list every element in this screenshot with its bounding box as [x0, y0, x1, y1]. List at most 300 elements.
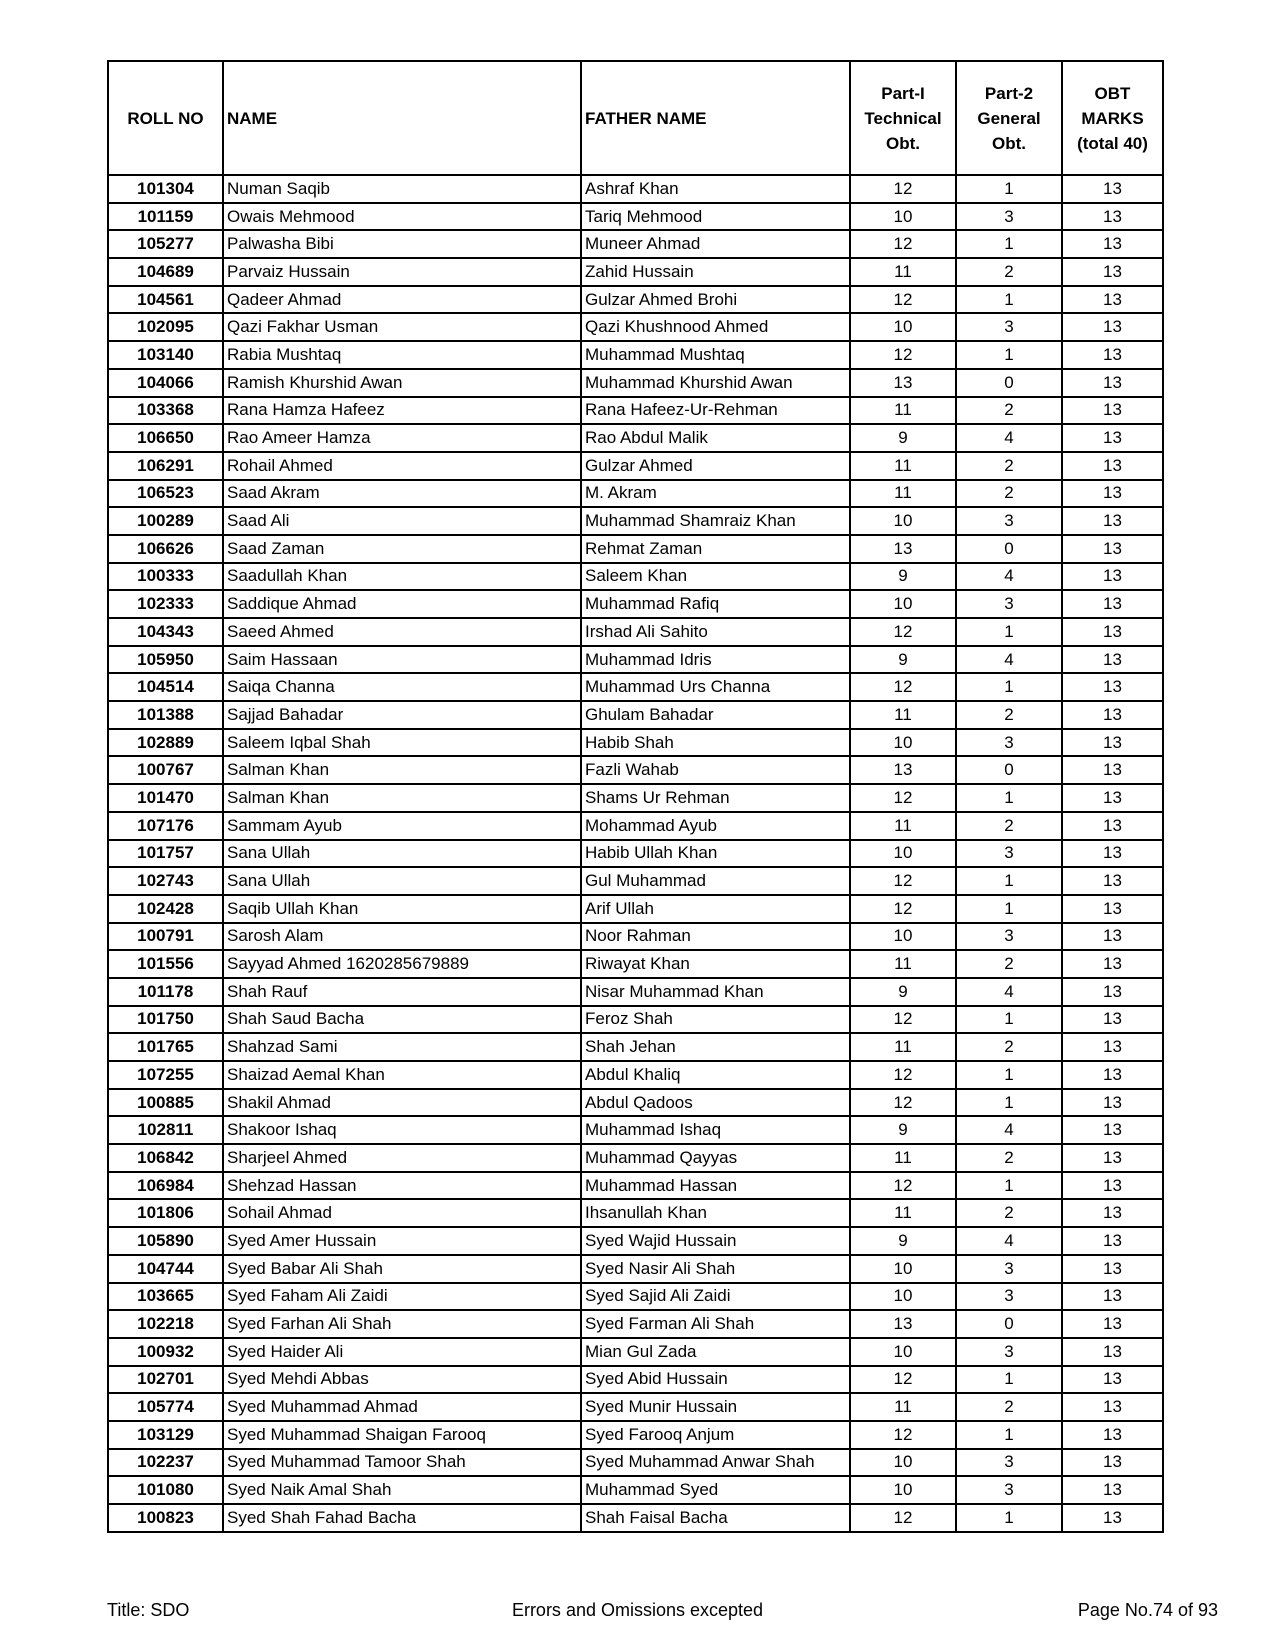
name-cell: Shah Saud Bacha: [223, 1006, 581, 1034]
name-cell: Syed Shah Fahad Bacha: [223, 1504, 581, 1532]
part2-general-cell: 3: [956, 313, 1062, 341]
part1-technical-cell: 13: [850, 756, 956, 784]
part1-technical-cell: 10: [850, 1476, 956, 1504]
part2-general-cell: 2: [956, 1199, 1062, 1227]
table-row: [108, 590, 1163, 618]
part1-technical-cell: 10: [850, 203, 956, 231]
roll-no-cell: 101765: [108, 1033, 223, 1061]
part1-technical-cell: 12: [850, 175, 956, 203]
table-row: [108, 1504, 1163, 1532]
part2-general-cell: 2: [956, 1393, 1062, 1421]
part1-technical-cell: 9: [850, 646, 956, 674]
part2-general-cell: 1: [956, 175, 1062, 203]
name-cell: Ramish Khurshid Awan: [223, 369, 581, 397]
father-name-cell: Abdul Qadoos: [581, 1089, 850, 1117]
roll-no-cell: 105277: [108, 230, 223, 258]
part2-general-cell: 3: [956, 729, 1062, 757]
obt-marks-cell: 13: [1062, 1172, 1163, 1200]
roll-no-cell: 101388: [108, 701, 223, 729]
obt-marks-cell: 13: [1062, 258, 1163, 286]
part1-technical-cell: 9: [850, 424, 956, 452]
roll-no-cell: 102218: [108, 1310, 223, 1338]
part1-technical-cell: 12: [850, 618, 956, 646]
table-row: [108, 1283, 1163, 1311]
father-name-cell: Ashraf Khan: [581, 175, 850, 203]
part2-general-cell: 4: [956, 563, 1062, 591]
table-row: [108, 1006, 1163, 1034]
roll-no-cell: 102095: [108, 313, 223, 341]
part1-technical-cell: 9: [850, 978, 956, 1006]
footer-title: Title: SDO: [107, 1600, 190, 1620]
part2-general-cell: 1: [956, 1172, 1062, 1200]
roll-no-cell: 105890: [108, 1227, 223, 1255]
name-cell: Saad Ali: [223, 507, 581, 535]
table-row: [108, 369, 1163, 397]
name-cell: Sana Ullah: [223, 840, 581, 868]
roll-no-cell: 102743: [108, 867, 223, 895]
part1-technical-cell: 12: [850, 673, 956, 701]
roll-no-cell: 102701: [108, 1366, 223, 1394]
name-cell: Syed Babar Ali Shah: [223, 1255, 581, 1283]
table-body: [108, 175, 1163, 1532]
part1-technical-cell: 10: [850, 1283, 956, 1311]
roll-no-cell: 104689: [108, 258, 223, 286]
part1-technical-cell: 12: [850, 1061, 956, 1089]
table-row: [108, 175, 1163, 203]
part2-general-cell: 1: [956, 230, 1062, 258]
part2-general-cell: 1: [956, 1006, 1062, 1034]
roll-no-cell: 102811: [108, 1116, 223, 1144]
header-part1-line2: Technical: [864, 108, 942, 128]
roll-no-cell: 107255: [108, 1061, 223, 1089]
part1-technical-cell: 11: [850, 1144, 956, 1172]
part1-technical-cell: 11: [850, 701, 956, 729]
obt-marks-cell: 13: [1062, 313, 1163, 341]
table-row: [108, 978, 1163, 1006]
obt-marks-cell: 13: [1062, 1116, 1163, 1144]
obt-marks-cell: 13: [1062, 1449, 1163, 1477]
part2-general-cell: 0: [956, 756, 1062, 784]
roll-no-cell: 106984: [108, 1172, 223, 1200]
header-part1-technical: [850, 61, 956, 175]
obt-marks-cell: 13: [1062, 895, 1163, 923]
roll-no-cell: 102237: [108, 1449, 223, 1477]
roll-no-cell: 104343: [108, 618, 223, 646]
obt-marks-cell: 13: [1062, 1283, 1163, 1311]
name-cell: Saiqa Channa: [223, 673, 581, 701]
name-cell: Sayyad Ahmed 1620285679889: [223, 950, 581, 978]
header-part2-general: [956, 61, 1062, 175]
part1-technical-cell: 12: [850, 341, 956, 369]
obt-marks-cell: 13: [1062, 1504, 1163, 1532]
footer-note: Errors and Omissions excepted: [511, 1600, 764, 1620]
header-obt-line2: MARKS: [1081, 108, 1144, 128]
obt-marks-cell: 13: [1062, 756, 1163, 784]
part2-general-cell: 4: [956, 646, 1062, 674]
obt-marks-cell: 13: [1062, 1199, 1163, 1227]
part2-general-cell: 4: [956, 1227, 1062, 1255]
header-part2-line3: Obt.: [992, 133, 1026, 153]
table-row: [108, 1172, 1163, 1200]
obt-marks-cell: 13: [1062, 1006, 1163, 1034]
part2-general-cell: 2: [956, 701, 1062, 729]
father-name-cell: Syed Farooq Anjum: [581, 1421, 850, 1449]
name-cell: Syed Muhammad Ahmad: [223, 1393, 581, 1421]
part2-general-cell: 2: [956, 1144, 1062, 1172]
part1-technical-cell: 11: [850, 950, 956, 978]
obt-marks-cell: 13: [1062, 1255, 1163, 1283]
part1-technical-cell: 12: [850, 867, 956, 895]
name-cell: Rohail Ahmed: [223, 452, 581, 480]
header-part1-line3: Obt.: [886, 133, 920, 153]
part2-general-cell: 2: [956, 397, 1062, 425]
obt-marks-cell: 13: [1062, 369, 1163, 397]
roll-no-cell: 101556: [108, 950, 223, 978]
name-cell: Sajjad Bahadar: [223, 701, 581, 729]
name-cell: Shah Rauf: [223, 978, 581, 1006]
part2-general-cell: 1: [956, 1089, 1062, 1117]
father-name-cell: Gul Muhammad: [581, 867, 850, 895]
name-cell: Parvaiz Hussain: [223, 258, 581, 286]
father-name-cell: M. Akram: [581, 480, 850, 508]
obt-marks-cell: 13: [1062, 175, 1163, 203]
father-name-cell: Mohammad Ayub: [581, 812, 850, 840]
table-row: [108, 701, 1163, 729]
obt-marks-cell: 13: [1062, 867, 1163, 895]
header-part2-line2: General: [977, 108, 1041, 128]
roll-no-cell: 104744: [108, 1255, 223, 1283]
roll-no-cell: 101757: [108, 840, 223, 868]
father-name-cell: Muneer Ahmad: [581, 230, 850, 258]
roll-no-cell: 106842: [108, 1144, 223, 1172]
table-row: [108, 1199, 1163, 1227]
part1-technical-cell: 9: [850, 1227, 956, 1255]
roll-no-cell: 101159: [108, 203, 223, 231]
father-name-cell: Syed Sajid Ali Zaidi: [581, 1283, 850, 1311]
name-cell: Sammam Ayub: [223, 812, 581, 840]
part2-general-cell: 4: [956, 1116, 1062, 1144]
table-row: [108, 452, 1163, 480]
obt-marks-cell: 13: [1062, 701, 1163, 729]
table-row: [108, 341, 1163, 369]
part1-technical-cell: 11: [850, 258, 956, 286]
father-name-cell: Muhammad Mushtaq: [581, 341, 850, 369]
part2-general-cell: 3: [956, 1449, 1062, 1477]
roll-no-cell: 100791: [108, 923, 223, 951]
header-part2-line1: Part-2: [984, 83, 1034, 103]
part2-general-cell: 1: [956, 1366, 1062, 1394]
obt-marks-cell: 13: [1062, 203, 1163, 231]
part2-general-cell: 0: [956, 535, 1062, 563]
father-name-cell: Irshad Ali Sahito: [581, 618, 850, 646]
table-row: [108, 867, 1163, 895]
table-row: [108, 1033, 1163, 1061]
table-header-row: [108, 61, 1163, 175]
header-part1-line1: Part-I: [881, 83, 925, 103]
obt-marks-cell: 13: [1062, 507, 1163, 535]
table-row: [108, 203, 1163, 231]
part1-technical-cell: 11: [850, 397, 956, 425]
father-name-cell: Rao Abdul Malik: [581, 424, 850, 452]
father-name-cell: Muhammad Syed: [581, 1476, 850, 1504]
part2-general-cell: 1: [956, 1504, 1062, 1532]
obt-marks-cell: 13: [1062, 480, 1163, 508]
obt-marks-cell: 13: [1062, 397, 1163, 425]
obt-marks-cell: 13: [1062, 1227, 1163, 1255]
roll-no-cell: 102333: [108, 590, 223, 618]
roll-no-cell: 105774: [108, 1393, 223, 1421]
part1-technical-cell: 12: [850, 1504, 956, 1532]
part1-technical-cell: 12: [850, 1006, 956, 1034]
father-name-cell: Muhammad Shamraiz Khan: [581, 507, 850, 535]
obt-marks-cell: 13: [1062, 1421, 1163, 1449]
father-name-cell: Riwayat Khan: [581, 950, 850, 978]
part2-general-cell: 2: [956, 1033, 1062, 1061]
obt-marks-cell: 13: [1062, 452, 1163, 480]
name-cell: Shakil Ahmad: [223, 1089, 581, 1117]
part1-technical-cell: 12: [850, 784, 956, 812]
obt-marks-cell: 13: [1062, 812, 1163, 840]
part1-technical-cell: 10: [850, 590, 956, 618]
father-name-cell: Qazi Khushnood Ahmed: [581, 313, 850, 341]
father-name-cell: Muhammad Rafiq: [581, 590, 850, 618]
name-cell: Rabia Mushtaq: [223, 341, 581, 369]
table-row: [108, 1393, 1163, 1421]
roll-no-cell: 102428: [108, 895, 223, 923]
table-row: [108, 424, 1163, 452]
part1-technical-cell: 10: [850, 840, 956, 868]
father-name-cell: Fazli Wahab: [581, 756, 850, 784]
father-name-cell: Muhammad Urs Channa: [581, 673, 850, 701]
obt-marks-cell: 13: [1062, 950, 1163, 978]
father-name-cell: Muhammad Idris: [581, 646, 850, 674]
part2-general-cell: 1: [956, 618, 1062, 646]
obt-marks-cell: 13: [1062, 1338, 1163, 1366]
name-cell: Saadullah Khan: [223, 563, 581, 591]
father-name-cell: Gulzar Ahmed: [581, 452, 850, 480]
table-row: [108, 1255, 1163, 1283]
table-row: [108, 563, 1163, 591]
roll-no-cell: 101178: [108, 978, 223, 1006]
obt-marks-cell: 13: [1062, 646, 1163, 674]
obt-marks-cell: 13: [1062, 673, 1163, 701]
obt-marks-cell: 13: [1062, 230, 1163, 258]
obt-marks-cell: 13: [1062, 1089, 1163, 1117]
obt-marks-cell: 13: [1062, 563, 1163, 591]
father-name-cell: Nisar Muhammad Khan: [581, 978, 850, 1006]
name-cell: Saad Zaman: [223, 535, 581, 563]
part1-technical-cell: 10: [850, 313, 956, 341]
table-row: [108, 1144, 1163, 1172]
roll-no-cell: 103368: [108, 397, 223, 425]
name-cell: Shahzad Sami: [223, 1033, 581, 1061]
father-name-cell: Syed Abid Hussain: [581, 1366, 850, 1394]
table-row: [108, 1227, 1163, 1255]
roll-no-cell: 100289: [108, 507, 223, 535]
part2-general-cell: 2: [956, 258, 1062, 286]
part1-technical-cell: 11: [850, 452, 956, 480]
name-cell: Syed Amer Hussain: [223, 1227, 581, 1255]
header-roll-no: ROLL NO: [108, 61, 223, 175]
results-table: [107, 60, 1164, 1533]
name-cell: Shakoor Ishaq: [223, 1116, 581, 1144]
father-name-cell: Tariq Mehmood: [581, 203, 850, 231]
part2-general-cell: 4: [956, 424, 1062, 452]
part1-technical-cell: 10: [850, 1338, 956, 1366]
roll-no-cell: 100823: [108, 1504, 223, 1532]
name-cell: Palwasha Bibi: [223, 230, 581, 258]
roll-no-cell: 101304: [108, 175, 223, 203]
father-name-cell: Rana Hafeez-Ur-Rehman: [581, 397, 850, 425]
table-row: [108, 1421, 1163, 1449]
roll-no-cell: 100333: [108, 563, 223, 591]
roll-no-cell: 106291: [108, 452, 223, 480]
name-cell: Saim Hassaan: [223, 646, 581, 674]
table-row: [108, 756, 1163, 784]
roll-no-cell: 102889: [108, 729, 223, 757]
table-row: [108, 618, 1163, 646]
father-name-cell: Noor Rahman: [581, 923, 850, 951]
part2-general-cell: 0: [956, 369, 1062, 397]
father-name-cell: Shah Faisal Bacha: [581, 1504, 850, 1532]
table-row: [108, 286, 1163, 314]
header-obt-marks: [1062, 61, 1163, 175]
obt-marks-cell: 13: [1062, 1393, 1163, 1421]
part2-general-cell: 0: [956, 1310, 1062, 1338]
part2-general-cell: 3: [956, 1338, 1062, 1366]
father-name-cell: Saleem Khan: [581, 563, 850, 591]
name-cell: Saqib Ullah Khan: [223, 895, 581, 923]
name-cell: Sarosh Alam: [223, 923, 581, 951]
father-name-cell: Muhammad Hassan: [581, 1172, 850, 1200]
roll-no-cell: 104066: [108, 369, 223, 397]
obt-marks-cell: 13: [1062, 784, 1163, 812]
obt-marks-cell: 13: [1062, 1366, 1163, 1394]
part2-general-cell: 2: [956, 812, 1062, 840]
header-name: NAME: [223, 61, 581, 175]
part2-general-cell: 3: [956, 1255, 1062, 1283]
roll-no-cell: 101080: [108, 1476, 223, 1504]
obt-marks-cell: 13: [1062, 341, 1163, 369]
roll-no-cell: 107176: [108, 812, 223, 840]
name-cell: Numan Saqib: [223, 175, 581, 203]
part1-technical-cell: 11: [850, 1393, 956, 1421]
name-cell: Qazi Fakhar Usman: [223, 313, 581, 341]
name-cell: Syed Faham Ali Zaidi: [223, 1283, 581, 1311]
roll-no-cell: 103140: [108, 341, 223, 369]
father-name-cell: Habib Shah: [581, 729, 850, 757]
part2-general-cell: 1: [956, 1421, 1062, 1449]
obt-marks-cell: 13: [1062, 424, 1163, 452]
table-row: [108, 1089, 1163, 1117]
table-row: [108, 313, 1163, 341]
table-row: [108, 673, 1163, 701]
table-row: [108, 950, 1163, 978]
part1-technical-cell: 13: [850, 1310, 956, 1338]
part1-technical-cell: 10: [850, 729, 956, 757]
roll-no-cell: 106523: [108, 480, 223, 508]
table-row: [108, 895, 1163, 923]
father-name-cell: Arif Ullah: [581, 895, 850, 923]
name-cell: Sharjeel Ahmed: [223, 1144, 581, 1172]
part2-general-cell: 3: [956, 923, 1062, 951]
part1-technical-cell: 12: [850, 1089, 956, 1117]
table-row: [108, 258, 1163, 286]
footer-page-number: Page No.74 of 93: [1077, 1600, 1218, 1620]
table-row: [108, 1476, 1163, 1504]
part1-technical-cell: 10: [850, 1255, 956, 1283]
table-row: [108, 840, 1163, 868]
name-cell: Salman Khan: [223, 784, 581, 812]
part2-general-cell: 2: [956, 950, 1062, 978]
part1-technical-cell: 11: [850, 480, 956, 508]
name-cell: Sana Ullah: [223, 867, 581, 895]
roll-no-cell: 101750: [108, 1006, 223, 1034]
father-name-cell: Zahid Hussain: [581, 258, 850, 286]
father-name-cell: Habib Ullah Khan: [581, 840, 850, 868]
part1-technical-cell: 12: [850, 230, 956, 258]
table-row: [108, 1310, 1163, 1338]
name-cell: Syed Naik Amal Shah: [223, 1476, 581, 1504]
part2-general-cell: 1: [956, 673, 1062, 701]
roll-no-cell: 100932: [108, 1338, 223, 1366]
part1-technical-cell: 11: [850, 812, 956, 840]
obt-marks-cell: 13: [1062, 729, 1163, 757]
part2-general-cell: 3: [956, 1283, 1062, 1311]
father-name-cell: Muhammad Khurshid Awan: [581, 369, 850, 397]
part2-general-cell: 3: [956, 203, 1062, 231]
name-cell: Saleem Iqbal Shah: [223, 729, 581, 757]
name-cell: Rao Ameer Hamza: [223, 424, 581, 452]
roll-no-cell: 104561: [108, 286, 223, 314]
roll-no-cell: 103129: [108, 1421, 223, 1449]
name-cell: Saeed Ahmed: [223, 618, 581, 646]
name-cell: Saddique Ahmad: [223, 590, 581, 618]
table-row: [108, 397, 1163, 425]
part2-general-cell: 4: [956, 978, 1062, 1006]
part2-general-cell: 1: [956, 784, 1062, 812]
father-name-cell: Muhammad Qayyas: [581, 1144, 850, 1172]
part1-technical-cell: 12: [850, 1366, 956, 1394]
obt-marks-cell: 13: [1062, 978, 1163, 1006]
father-name-cell: Muhammad Ishaq: [581, 1116, 850, 1144]
obt-marks-cell: 13: [1062, 1033, 1163, 1061]
obt-marks-cell: 13: [1062, 590, 1163, 618]
part2-general-cell: 3: [956, 1476, 1062, 1504]
name-cell: Owais Mehmood: [223, 203, 581, 231]
part1-technical-cell: 9: [850, 1116, 956, 1144]
header-obt-line3: (total 40): [1077, 133, 1148, 153]
part1-technical-cell: 12: [850, 286, 956, 314]
obt-marks-cell: 13: [1062, 286, 1163, 314]
part1-technical-cell: 12: [850, 1172, 956, 1200]
father-name-cell: Ihsanullah Khan: [581, 1199, 850, 1227]
father-name-cell: Syed Munir Hussain: [581, 1393, 850, 1421]
name-cell: Syed Mehdi Abbas: [223, 1366, 581, 1394]
part2-general-cell: 3: [956, 590, 1062, 618]
part1-technical-cell: 12: [850, 1421, 956, 1449]
part1-technical-cell: 13: [850, 535, 956, 563]
part1-technical-cell: 11: [850, 1033, 956, 1061]
name-cell: Salman Khan: [223, 756, 581, 784]
table-row: [108, 1366, 1163, 1394]
father-name-cell: Abdul Khaliq: [581, 1061, 850, 1089]
obt-marks-cell: 13: [1062, 1144, 1163, 1172]
obt-marks-cell: 13: [1062, 923, 1163, 951]
roll-no-cell: 103665: [108, 1283, 223, 1311]
table-row: [108, 1449, 1163, 1477]
father-name-cell: Syed Muhammad Anwar Shah: [581, 1449, 850, 1477]
